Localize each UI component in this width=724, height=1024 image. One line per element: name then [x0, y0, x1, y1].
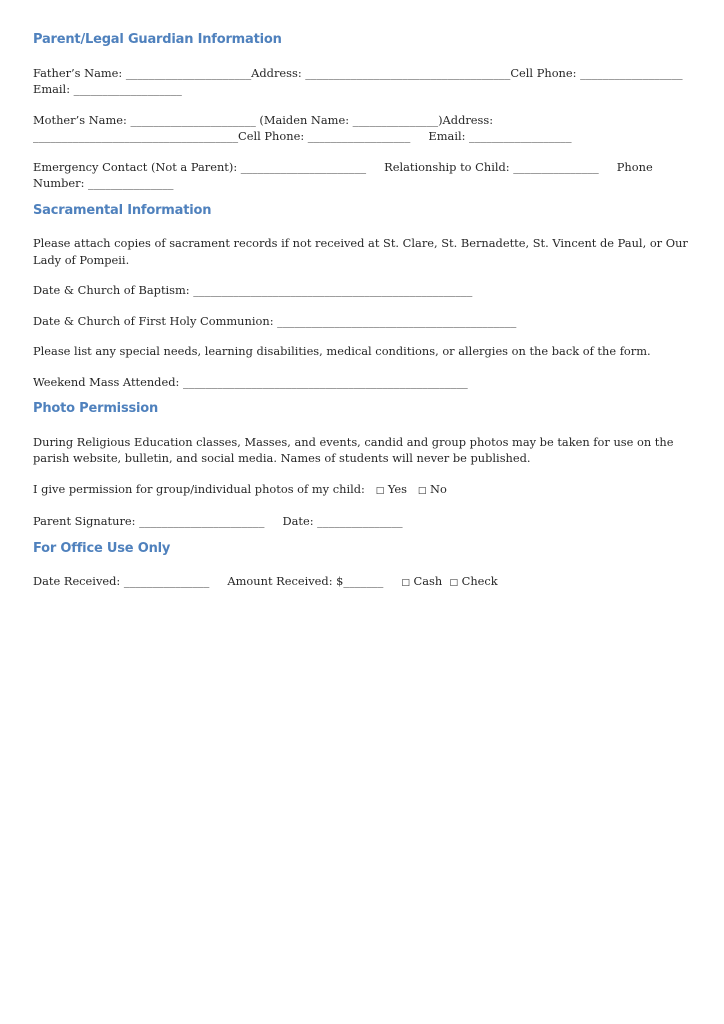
- photo-no-option[interactable]: [418, 482, 447, 496]
- registration-form-page: [33, 32, 693, 592]
- section-heading-parent: Parent/Legal Guardian Information: [33, 32, 282, 47]
- parent-signature-line[interactable]: Parent Signature: ______________________ Date: _______________: [33, 514, 403, 528]
- photo-description: During Religious Education classes, Masses, and events, candid and group photos may be taken for use on the parish website, bulletin, and social media. Names of students will never be published.: [33, 434, 678, 465]
- photo-yes-option[interactable]: [376, 482, 407, 496]
- sacrament-records-note: Please attach copies of sacrament records if not received at St. Clare, St. Bernadette, St. Vincent de Paul, or Our Lady of Pompeii.: [33, 236, 692, 267]
- emergency-contact-line[interactable]: Emergency Contact (Not a Parent): ______________________ Relationship to Child: _______________ Phone Number: _______________: [33, 159, 657, 190]
- checkbox-icon[interactable]: □: [417, 485, 427, 496]
- baptism-field-line[interactable]: Date & Church of Baptism: _________________________________________________: [33, 283, 473, 297]
- no-label: No: [430, 481, 447, 496]
- checkbox-icon[interactable]: □: [375, 485, 385, 496]
- check-label: Check: [461, 574, 498, 588]
- section-heading-office: For Office Use Only: [33, 540, 171, 556]
- cash-option[interactable]: [401, 574, 442, 588]
- photo-permission-line: [33, 481, 693, 500]
- communion-field-line[interactable]: Date & Church of First Holy Communion: __________________________________________: [33, 313, 517, 328]
- office-received-line: [33, 573, 693, 592]
- special-needs-note: Please list any special needs, learning disabilities, medical conditions, or allergies on the back of the form.: [33, 344, 651, 358]
- father-info-line[interactable]: Father’s Name: ______________________Address: ____________________________________Cell Phone: __________________ Email: ___________________: [33, 65, 687, 96]
- check-option[interactable]: [449, 574, 497, 588]
- section-heading-sacramental: Sacramental Information: [33, 202, 212, 218]
- cash-label: Cash: [413, 574, 443, 588]
- section-heading-photo: Photo Permission: [33, 401, 159, 416]
- date-amount-received-fields[interactable]: Date Received: _______________ Amount Received: $_______: [33, 574, 384, 588]
- checkbox-icon[interactable]: □: [401, 578, 410, 588]
- yes-label: Yes: [387, 481, 408, 496]
- checkbox-icon[interactable]: □: [449, 578, 458, 588]
- weekend-mass-field-line[interactable]: Weekend Mass Attended: __________________________________________________: [33, 374, 468, 389]
- photo-permission-label: I give permission for group/individual photos of my child:: [33, 481, 365, 496]
- mother-info-line[interactable]: Mother’s Name: ______________________ (Maiden Name: _______________)Address: ____________________________________Cell Phone: __________________ Email: __________________: [33, 112, 572, 143]
